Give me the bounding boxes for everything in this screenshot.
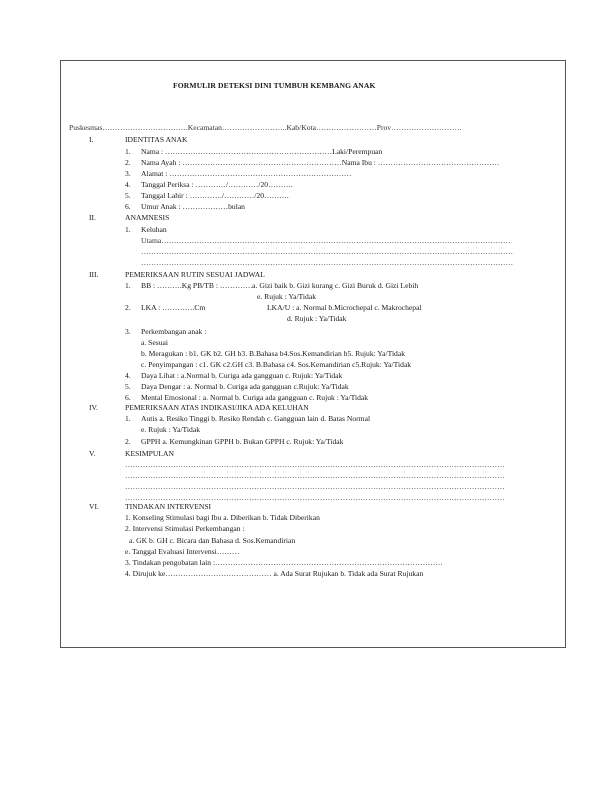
section-6-title: TINDAKAN INTERVENSI xyxy=(125,502,212,511)
s6-intervensi-options: a. GK b. GH c. Bicara dan Bahasa d. Sos.Kemandirian xyxy=(129,536,296,545)
s1-item-1-num: 1. xyxy=(125,147,131,156)
s3-bb-rujuk: e. Rujuk : Ya/Tidak xyxy=(257,292,317,301)
s5-conclusion-line-3: …………………………………………………………………………………………………………………………………… xyxy=(125,482,505,491)
s2-keluhan-utama-line: Utama………………………………………………………………………………………………………………………… xyxy=(141,236,511,245)
s3-daya-lihat: Daya Lihat : a.Normal b. Curiga ada gangguan c. Rujuk: Ya/Tidak xyxy=(141,371,343,380)
s4-autis-options: Autis a. Resiko Tinggi b. Resiko Rendah c. Gangguan lain d. Batas Normal xyxy=(141,414,371,423)
s3-perkembangan-label: Perkembangan anak : xyxy=(141,327,207,336)
section-1-title: IDENTITAS ANAK xyxy=(125,135,188,144)
s3-lka-value: LKA : ………….Cm xyxy=(141,303,206,312)
s4-item-2-num: 2. xyxy=(125,437,131,446)
s3-item-3-num: 3. xyxy=(125,327,131,336)
s6-konseling: 1. Konseling Stimulasi bagi Ibu a. Diberikan b. Tidak Diberikan xyxy=(125,513,320,522)
section-2-title: ANAMNESIS xyxy=(125,213,170,222)
section-4-number: IV. xyxy=(89,403,98,412)
s5-conclusion-line-1: …………………………………………………………………………………………………………………………………… xyxy=(125,460,505,469)
s6-tanggal-evaluasi: e. Tanggal Evaluasi Intervensi……… xyxy=(125,547,240,556)
section-3-title: PEMERIKSAAN RUTIN SESUAI JADWAL xyxy=(125,270,265,279)
s1-item-5-text: Tanggal Lahir : …………./…………/20………. xyxy=(141,191,289,200)
section-2-number: II. xyxy=(89,213,96,222)
s1-item-3-text: Alamat : ……………………………………………………………… xyxy=(141,169,352,178)
s3-bb-line: BB : ……….Kg PB/TB : ………….a. Gizi baik b. Gizi kurang c. Gizi Buruk d. Gizi Lebih xyxy=(141,281,419,290)
s2-keluhan-label: Keluhan xyxy=(141,225,167,234)
s5-conclusion-line-4: …………………………………………………………………………………………………………………………………… xyxy=(125,493,505,502)
s1-item-5-num: 5. xyxy=(125,191,131,200)
s1-item-2-num: 2. xyxy=(125,158,131,167)
s6-pengobatan-lain: 3. Tindakan pengobatan lain :……………………………………………………………………………… xyxy=(125,558,443,567)
s3-perkembangan-a: a. Sesuai xyxy=(141,338,168,347)
form-title: FORMULIR DETEKSI DINI TUMBUH KEMBANG ANAK xyxy=(173,81,376,90)
s4-gpph-options: GPPH a. Kemungkinan GPPH b. Bukan GPPH c. Rujuk: Ya/Tidak xyxy=(141,437,344,446)
section-3-number: III. xyxy=(89,270,99,279)
s4-autis-rujuk: e. Rujuk : Ya/Tidak xyxy=(141,425,201,434)
s3-lka-rujuk: d. Rujuk : Ya/Tidak xyxy=(287,314,347,323)
s3-item-4-num: 4. xyxy=(125,371,131,380)
s2-keluhan-line-2: ………………………………………………………………………………………………………………………………… xyxy=(141,247,514,256)
section-5-number: V. xyxy=(89,449,96,458)
header-location-line: Puskesmas…………………………….Kecamatan……………………..Kab/Kota……………………Prov………………………. xyxy=(69,123,462,132)
s3-perkembangan-b: b. Meragukan : b1. GK b2. GH b3. B.Bahasa b4.Sos.Kemandirian b5. Rujuk: Ya/Tidak xyxy=(141,349,406,358)
section-1-number: I. xyxy=(89,135,94,144)
s1-item-2-text: Nama Ayah : ………………………………………………………Nama Ibu : ………………………………………… xyxy=(141,158,500,167)
s3-lka-u-options: LKA/U : a. Normal b.Microchepal c. Makrochepal xyxy=(267,303,422,312)
s1-item-3-num: 3. xyxy=(125,169,131,178)
s1-item-4-text: Tanggal Periksa : …………/…………/20………. xyxy=(141,180,293,189)
s3-item-6-num: 6. xyxy=(125,393,131,402)
s1-item-6-num: 6. xyxy=(125,202,131,211)
section-6-number: VI. xyxy=(89,502,99,511)
s1-item-4-num: 4. xyxy=(125,180,131,189)
s2-item-num: 1. xyxy=(125,225,131,234)
s3-item-1-num: 1. xyxy=(125,281,131,290)
s1-item-1-text: Nama : …………………………………………………………Laki/Perempuan xyxy=(141,147,383,156)
s3-mental-emosional: Mental Emosional : a. Normal b. Curiga ada gangguan c. Rujuk : Ya/Tidak xyxy=(141,393,369,402)
s3-daya-dengar: Daya Dengar : a. Normal b. Curiga ada gangguan c.Rujuk: Ya/Tidak xyxy=(141,382,349,391)
s6-intervensi-label: 2. Intervensi Stimulasi Perkembangan : xyxy=(125,524,245,533)
s5-conclusion-line-2: …………………………………………………………………………………………………………………………………… xyxy=(125,471,505,480)
s3-item-2-num: 2. xyxy=(125,303,131,312)
s2-keluhan-line-3: ………………………………………………………………………………………………………………………………… xyxy=(141,258,514,267)
section-5-title: KESIMPULAN xyxy=(125,449,174,458)
s3-item-5-num: 5. xyxy=(125,382,131,391)
s3-perkembangan-c: c. Penyimpangan : c1. GK c2.GH c3. B.Bahasa c4. Sos.Kemandirian c5.Rujuk: Ya/Tidak xyxy=(141,360,412,369)
form-page xyxy=(60,60,566,648)
section-4-title: PEMERIKSAAN ATAS INDIKASI/JIKA ADA KELUHAN xyxy=(125,403,309,412)
s1-item-6-text: Umur Anak : ………………bulan xyxy=(141,202,245,211)
s6-dirujuk: 4. Dirujuk ke…………………………………… a. Ada Surat Rujukan b. Tidak ada Surat Rujukan xyxy=(125,569,424,578)
s4-item-1-num: 1. xyxy=(125,414,131,423)
